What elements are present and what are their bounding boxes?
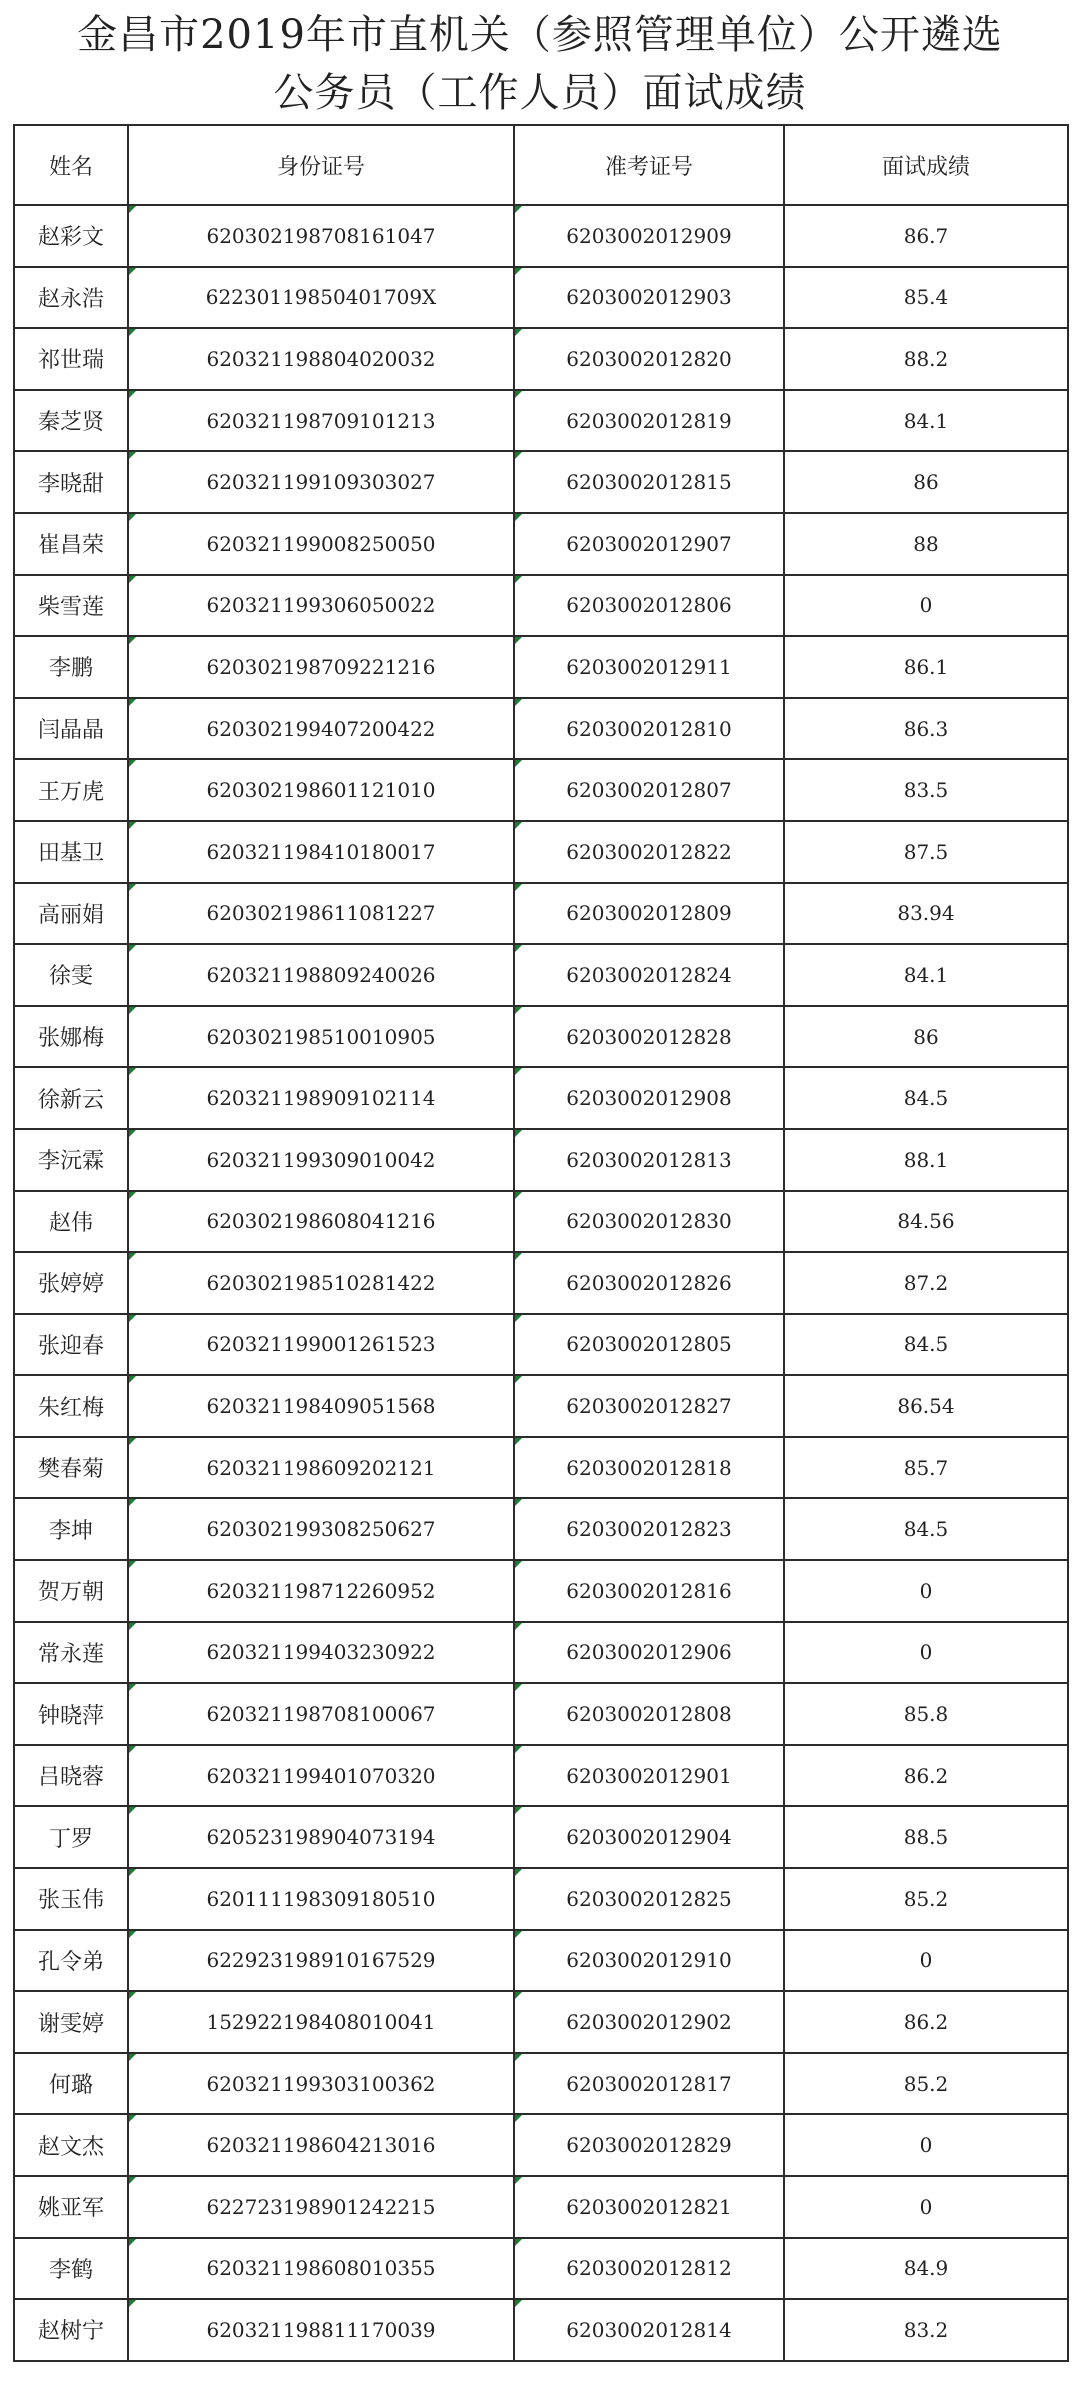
name-cell: 常永莲 bbox=[14, 1622, 128, 1684]
id-number-cell: 620321199403230922 bbox=[128, 1622, 514, 1684]
score-cell: 84.5 bbox=[784, 1067, 1068, 1129]
name-cell: 吕晓蓉 bbox=[14, 1745, 128, 1807]
table-row bbox=[14, 267, 1068, 329]
id-number-cell: 620321198811170039 bbox=[128, 2299, 514, 2361]
score-cell: 87.2 bbox=[784, 1252, 1068, 1314]
table-row bbox=[14, 821, 1068, 883]
table-row bbox=[14, 1252, 1068, 1314]
exam-number-cell: 6203002012809 bbox=[514, 883, 784, 945]
name-cell: 樊春菊 bbox=[14, 1437, 128, 1499]
exam-number-cell: 6203002012902 bbox=[514, 1991, 784, 2053]
exam-number-cell: 6203002012812 bbox=[514, 2238, 784, 2300]
name-cell: 张迎春 bbox=[14, 1314, 128, 1376]
name-cell: 徐雯 bbox=[14, 944, 128, 1006]
exam-number-cell: 6203002012907 bbox=[514, 513, 784, 575]
exam-number-cell: 6203002012818 bbox=[514, 1437, 784, 1499]
name-cell: 祁世瑞 bbox=[14, 328, 128, 390]
table-row bbox=[14, 205, 1068, 267]
score-cell: 85.2 bbox=[784, 1868, 1068, 1930]
table-row bbox=[14, 513, 1068, 575]
id-number-cell: 620302198709221216 bbox=[128, 636, 514, 698]
table-row bbox=[14, 1129, 1068, 1191]
score-cell: 0 bbox=[784, 2114, 1068, 2176]
exam-number-cell: 6203002012810 bbox=[514, 698, 784, 760]
table-row bbox=[14, 1683, 1068, 1745]
exam-number-cell: 6203002012823 bbox=[514, 1498, 784, 1560]
score-cell: 83.2 bbox=[784, 2299, 1068, 2361]
id-number-cell: 620321198708100067 bbox=[128, 1683, 514, 1745]
name-cell: 张玉伟 bbox=[14, 1868, 128, 1930]
score-cell: 86.3 bbox=[784, 698, 1068, 760]
id-number-cell: 620321199401070320 bbox=[128, 1745, 514, 1807]
id-number-cell: 620321198712260952 bbox=[128, 1560, 514, 1622]
exam-number-cell: 6203002012829 bbox=[514, 2114, 784, 2176]
table-row bbox=[14, 1745, 1068, 1807]
table-row bbox=[14, 1868, 1068, 1930]
id-number-cell: 620321199309010042 bbox=[128, 1129, 514, 1191]
table-row bbox=[14, 1806, 1068, 1868]
table-row bbox=[14, 759, 1068, 821]
name-cell: 赵文杰 bbox=[14, 2114, 128, 2176]
score-cell: 0 bbox=[784, 1622, 1068, 1684]
score-cell: 84.5 bbox=[784, 1498, 1068, 1560]
table-row bbox=[14, 1498, 1068, 1560]
id-number-cell: 620302198708161047 bbox=[128, 205, 514, 267]
score-cell: 0 bbox=[784, 2176, 1068, 2238]
name-cell: 李坤 bbox=[14, 1498, 128, 1560]
table-row bbox=[14, 1314, 1068, 1376]
exam-number-cell: 6203002012826 bbox=[514, 1252, 784, 1314]
id-number-cell: 620302198601121010 bbox=[128, 759, 514, 821]
id-number-cell: 620321198709101213 bbox=[128, 390, 514, 452]
exam-number-cell: 6203002012822 bbox=[514, 821, 784, 883]
exam-number-cell: 6203002012904 bbox=[514, 1806, 784, 1868]
table-row bbox=[14, 328, 1068, 390]
table-row bbox=[14, 2299, 1068, 2361]
name-cell: 徐新云 bbox=[14, 1067, 128, 1129]
exam-number-cell: 6203002012814 bbox=[514, 2299, 784, 2361]
name-cell: 钟晓萍 bbox=[14, 1683, 128, 1745]
table-row bbox=[14, 390, 1068, 452]
name-cell: 柴雪莲 bbox=[14, 575, 128, 637]
score-cell: 86.2 bbox=[784, 1745, 1068, 1807]
header-id-number: 身份证号 bbox=[128, 125, 514, 205]
id-number-cell: 620321198608010355 bbox=[128, 2238, 514, 2300]
score-cell: 86 bbox=[784, 451, 1068, 513]
name-cell: 贺万朝 bbox=[14, 1560, 128, 1622]
score-cell: 85.2 bbox=[784, 2053, 1068, 2115]
id-number-cell: 620321199303100362 bbox=[128, 2053, 514, 2115]
table-header-row bbox=[14, 125, 1068, 205]
name-cell: 李鹤 bbox=[14, 2238, 128, 2300]
interview-scores-table bbox=[13, 124, 1069, 2362]
exam-number-cell: 6203002012827 bbox=[514, 1375, 784, 1437]
header-name: 姓名 bbox=[14, 125, 128, 205]
name-cell: 孔令弟 bbox=[14, 1930, 128, 1992]
exam-number-cell: 6203002012824 bbox=[514, 944, 784, 1006]
table-row bbox=[14, 1375, 1068, 1437]
table-row bbox=[14, 2053, 1068, 2115]
exam-number-cell: 6203002012815 bbox=[514, 451, 784, 513]
id-number-cell: 620302198510010905 bbox=[128, 1006, 514, 1068]
exam-number-cell: 6203002012906 bbox=[514, 1622, 784, 1684]
id-number-cell: 620302198608041216 bbox=[128, 1191, 514, 1253]
id-number-cell: 62230119850401709X bbox=[128, 267, 514, 329]
id-number-cell: 620321198804020032 bbox=[128, 328, 514, 390]
table-row bbox=[14, 575, 1068, 637]
table-row bbox=[14, 698, 1068, 760]
score-cell: 88.5 bbox=[784, 1806, 1068, 1868]
header-exam-number: 准考证号 bbox=[514, 125, 784, 205]
name-cell: 朱红梅 bbox=[14, 1375, 128, 1437]
score-cell: 87.5 bbox=[784, 821, 1068, 883]
table-row bbox=[14, 451, 1068, 513]
document-title-line2: 公务员（工作人员）面试成绩 bbox=[273, 70, 807, 116]
table-row bbox=[14, 1991, 1068, 2053]
id-number-cell: 620302199308250627 bbox=[128, 1498, 514, 1560]
name-cell: 丁罗 bbox=[14, 1806, 128, 1868]
score-cell: 84.9 bbox=[784, 2238, 1068, 2300]
score-cell: 84.1 bbox=[784, 944, 1068, 1006]
score-cell: 86.54 bbox=[784, 1375, 1068, 1437]
name-cell: 闫晶晶 bbox=[14, 698, 128, 760]
table-row bbox=[14, 883, 1068, 945]
score-cell: 85.8 bbox=[784, 1683, 1068, 1745]
id-number-cell: 620321198609202121 bbox=[128, 1437, 514, 1499]
score-cell: 0 bbox=[784, 1930, 1068, 1992]
id-number-cell: 622723198901242215 bbox=[128, 2176, 514, 2238]
score-cell: 88 bbox=[784, 513, 1068, 575]
score-cell: 85.4 bbox=[784, 267, 1068, 329]
exam-number-cell: 6203002012813 bbox=[514, 1129, 784, 1191]
name-cell: 秦芝贤 bbox=[14, 390, 128, 452]
exam-number-cell: 6203002012816 bbox=[514, 1560, 784, 1622]
document-title-line1: 金昌市2019年市直机关（参照管理单位）公开遴选 bbox=[77, 12, 1003, 58]
name-cell: 李沅霖 bbox=[14, 1129, 128, 1191]
score-cell: 88.1 bbox=[784, 1129, 1068, 1191]
score-cell: 0 bbox=[784, 575, 1068, 637]
score-cell: 86.1 bbox=[784, 636, 1068, 698]
name-cell: 高丽娟 bbox=[14, 883, 128, 945]
exam-number-cell: 6203002012817 bbox=[514, 2053, 784, 2115]
exam-number-cell: 6203002012830 bbox=[514, 1191, 784, 1253]
name-cell: 张婷婷 bbox=[14, 1252, 128, 1314]
table-body bbox=[14, 205, 1068, 2361]
exam-number-cell: 6203002012903 bbox=[514, 267, 784, 329]
table-row bbox=[14, 1191, 1068, 1253]
score-cell: 86.7 bbox=[784, 205, 1068, 267]
id-number-cell: 620321198809240026 bbox=[128, 944, 514, 1006]
score-cell: 85.7 bbox=[784, 1437, 1068, 1499]
score-cell: 86.2 bbox=[784, 1991, 1068, 2053]
table-row bbox=[14, 1622, 1068, 1684]
name-cell: 何璐 bbox=[14, 2053, 128, 2115]
score-cell: 84.5 bbox=[784, 1314, 1068, 1376]
table-row bbox=[14, 2176, 1068, 2238]
id-number-cell: 620321199306050022 bbox=[128, 575, 514, 637]
name-cell: 王万虎 bbox=[14, 759, 128, 821]
id-number-cell: 620302198611081227 bbox=[128, 883, 514, 945]
id-number-cell: 620321198409051568 bbox=[128, 1375, 514, 1437]
id-number-cell: 620321198909102114 bbox=[128, 1067, 514, 1129]
table-row bbox=[14, 1067, 1068, 1129]
score-cell: 0 bbox=[784, 1560, 1068, 1622]
score-cell: 84.1 bbox=[784, 390, 1068, 452]
name-cell: 赵树宁 bbox=[14, 2299, 128, 2361]
table-row bbox=[14, 1437, 1068, 1499]
name-cell: 赵彩文 bbox=[14, 205, 128, 267]
exam-number-cell: 6203002012821 bbox=[514, 2176, 784, 2238]
id-number-cell: 622923198910167529 bbox=[128, 1930, 514, 1992]
score-cell: 83.5 bbox=[784, 759, 1068, 821]
name-cell: 姚亚军 bbox=[14, 2176, 128, 2238]
table-row bbox=[14, 636, 1068, 698]
exam-number-cell: 6203002012901 bbox=[514, 1745, 784, 1807]
id-number-cell: 620321199001261523 bbox=[128, 1314, 514, 1376]
table-row bbox=[14, 2238, 1068, 2300]
header-score: 面试成绩 bbox=[784, 125, 1068, 205]
name-cell: 李鹏 bbox=[14, 636, 128, 698]
table-row bbox=[14, 1930, 1068, 1992]
name-cell: 崔昌荣 bbox=[14, 513, 128, 575]
score-cell: 88.2 bbox=[784, 328, 1068, 390]
id-number-cell: 620111198309180510 bbox=[128, 1868, 514, 1930]
id-number-cell: 620321199109303027 bbox=[128, 451, 514, 513]
id-number-cell: 620321199008250050 bbox=[128, 513, 514, 575]
id-number-cell: 620523198904073194 bbox=[128, 1806, 514, 1868]
exam-number-cell: 6203002012828 bbox=[514, 1006, 784, 1068]
name-cell: 李晓甜 bbox=[14, 451, 128, 513]
exam-number-cell: 6203002012808 bbox=[514, 1683, 784, 1745]
exam-number-cell: 6203002012805 bbox=[514, 1314, 784, 1376]
name-cell: 赵伟 bbox=[14, 1191, 128, 1253]
exam-number-cell: 6203002012806 bbox=[514, 575, 784, 637]
exam-number-cell: 6203002012807 bbox=[514, 759, 784, 821]
name-cell: 张娜梅 bbox=[14, 1006, 128, 1068]
exam-number-cell: 6203002012908 bbox=[514, 1067, 784, 1129]
id-number-cell: 620321198604213016 bbox=[128, 2114, 514, 2176]
score-cell: 83.94 bbox=[784, 883, 1068, 945]
exam-number-cell: 6203002012911 bbox=[514, 636, 784, 698]
exam-number-cell: 6203002012820 bbox=[514, 328, 784, 390]
exam-number-cell: 6203002012819 bbox=[514, 390, 784, 452]
table-row bbox=[14, 1560, 1068, 1622]
id-number-cell: 152922198408010041 bbox=[128, 1991, 514, 2053]
exam-number-cell: 6203002012825 bbox=[514, 1868, 784, 1930]
id-number-cell: 620302199407200422 bbox=[128, 698, 514, 760]
table-row bbox=[14, 944, 1068, 1006]
name-cell: 谢雯婷 bbox=[14, 1991, 128, 2053]
name-cell: 赵永浩 bbox=[14, 267, 128, 329]
exam-number-cell: 6203002012909 bbox=[514, 205, 784, 267]
name-cell: 田基卫 bbox=[14, 821, 128, 883]
score-cell: 84.56 bbox=[784, 1191, 1068, 1253]
table-row bbox=[14, 1006, 1068, 1068]
id-number-cell: 620321198410180017 bbox=[128, 821, 514, 883]
exam-number-cell: 6203002012910 bbox=[514, 1930, 784, 1992]
id-number-cell: 620302198510281422 bbox=[128, 1252, 514, 1314]
score-cell: 86 bbox=[784, 1006, 1068, 1068]
table-row bbox=[14, 2114, 1068, 2176]
